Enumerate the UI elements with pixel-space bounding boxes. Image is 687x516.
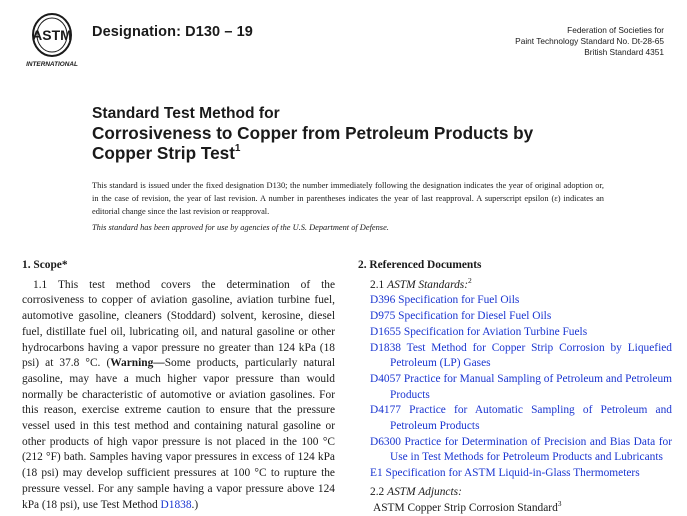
federation-line: Paint Technology Standard No. Dt-28-65 (515, 36, 664, 46)
astm-logo (22, 8, 82, 70)
reference-item: D1838 Test Method for Copper Strip Corrosion by Liquefied Petroleum (LP) Gases (370, 341, 672, 370)
designation: Designation: D130 – 19 (92, 24, 253, 40)
reference-link[interactable]: D4177 (370, 404, 402, 417)
title-line-1: Standard Test Method for (92, 105, 280, 122)
reference-item: D396 Specification for Fuel Oils (370, 294, 520, 307)
title-line-2: Corrosiveness to Copper from Petroleum Products by (92, 122, 534, 143)
scope-link-d1838[interactable]: D1838 (160, 498, 192, 511)
reference-link[interactable]: D975 (370, 310, 396, 323)
reference-link[interactable]: E1 (370, 467, 383, 480)
astm-standards-subheading: 2.1 ASTM Standards:$^2$ (370, 275, 472, 291)
federation-line: British Standard 4351 (584, 47, 664, 57)
issue-note: This standard is issued under the fixed designation D130; the number immediately following the designation indicates the year of original adoption or, in the case of revision, the year of last revision. A number in parentheses indicates the year of last reapproval. A superscript epsilon (ε) indicates an editorial change since the last revision or reapproval. (92, 181, 604, 216)
reference-link[interactable]: D6300 (370, 435, 402, 448)
scope-heading: 1. Scope* (22, 259, 68, 271)
svg-text:INTERNATIONAL: INTERNATIONAL (26, 61, 78, 68)
federation-line: Federation of Societies for (567, 25, 664, 35)
astm-adjuncts-subheading: 2.2 ASTM Adjuncts: (370, 485, 462, 498)
reference-item: D4057 Practice for Manual Sampling of Petroleum and Petroleum Products (370, 372, 672, 401)
adjunct-item: ASTM Copper Strip Corrosion Standard$^3$ (373, 498, 562, 514)
reference-item: D975 Specification for Diesel Fuel Oils (370, 310, 552, 323)
references-heading: 2. Referenced Documents (358, 259, 482, 271)
federation-note (515, 25, 664, 58)
document-title (92, 104, 533, 163)
title-line-3: Copper Strip Test$^1$ (92, 142, 241, 163)
reference-item: D6300 Practice for Determination of Precision and Bias Data for Use in Test Methods for Petroleum Products and Lubricants (370, 435, 672, 464)
reference-link[interactable]: D396 (370, 294, 396, 307)
scope-paragraph: 1.1 This test method covers the determination of the corrosiveness to copper of aviation gasoline, aviation turbine fuel, automotive gasoline, cleaners (Stoddard) solvent, kerosine, diesel fuel, distillate fuel oil, lubricating oil, and natural gasoline or other hydrocarbons having a vapor pressure no greater than 124 kPa (18 psi) at 37.8 °C. (Warning—Some products, particularly natural gasoline, may have a much higher vapor pressure than would normally be characteristic of automotive or aviation gasolines. For this reason, exercise extreme caution to ensure that the pressure vessel used in this test method and containing natural gasoline or other products of high vapor pressure is not placed in the 100 °C (212 °F) bath. Samples having vapor pressures in excess of 124 kPa (18 psi) may develop sufficient pressures at 100 °C to rupture the pressure vessel. For any sample having a vapor pressure above 124 kPa (18 psi), use Test Method D1838.) (22, 278, 335, 511)
approval-note: This standard has been approved for use by agencies of the U.S. Department of Defense. (92, 223, 389, 232)
svg-text:ASTM: ASTM (32, 27, 72, 43)
title-footnote-mark: 1 (234, 142, 241, 154)
reference-link[interactable]: D1838 (370, 341, 402, 354)
scope-section (22, 258, 335, 513)
references-section (358, 258, 672, 516)
reference-item: D4177 Practice for Automatic Sampling of Petroleum and Petroleum Products (370, 404, 672, 433)
reference-link[interactable]: D1655 (370, 325, 402, 338)
reference-item: E1 Specification for ASTM Liquid-in-Glass Thermometers (370, 467, 640, 480)
reference-list (358, 293, 672, 481)
reference-item: D1655 Specification for Aviation Turbine Fuels (370, 325, 588, 338)
warning-label: Warning— (110, 357, 165, 370)
reference-link[interactable]: D4057 (370, 372, 402, 385)
